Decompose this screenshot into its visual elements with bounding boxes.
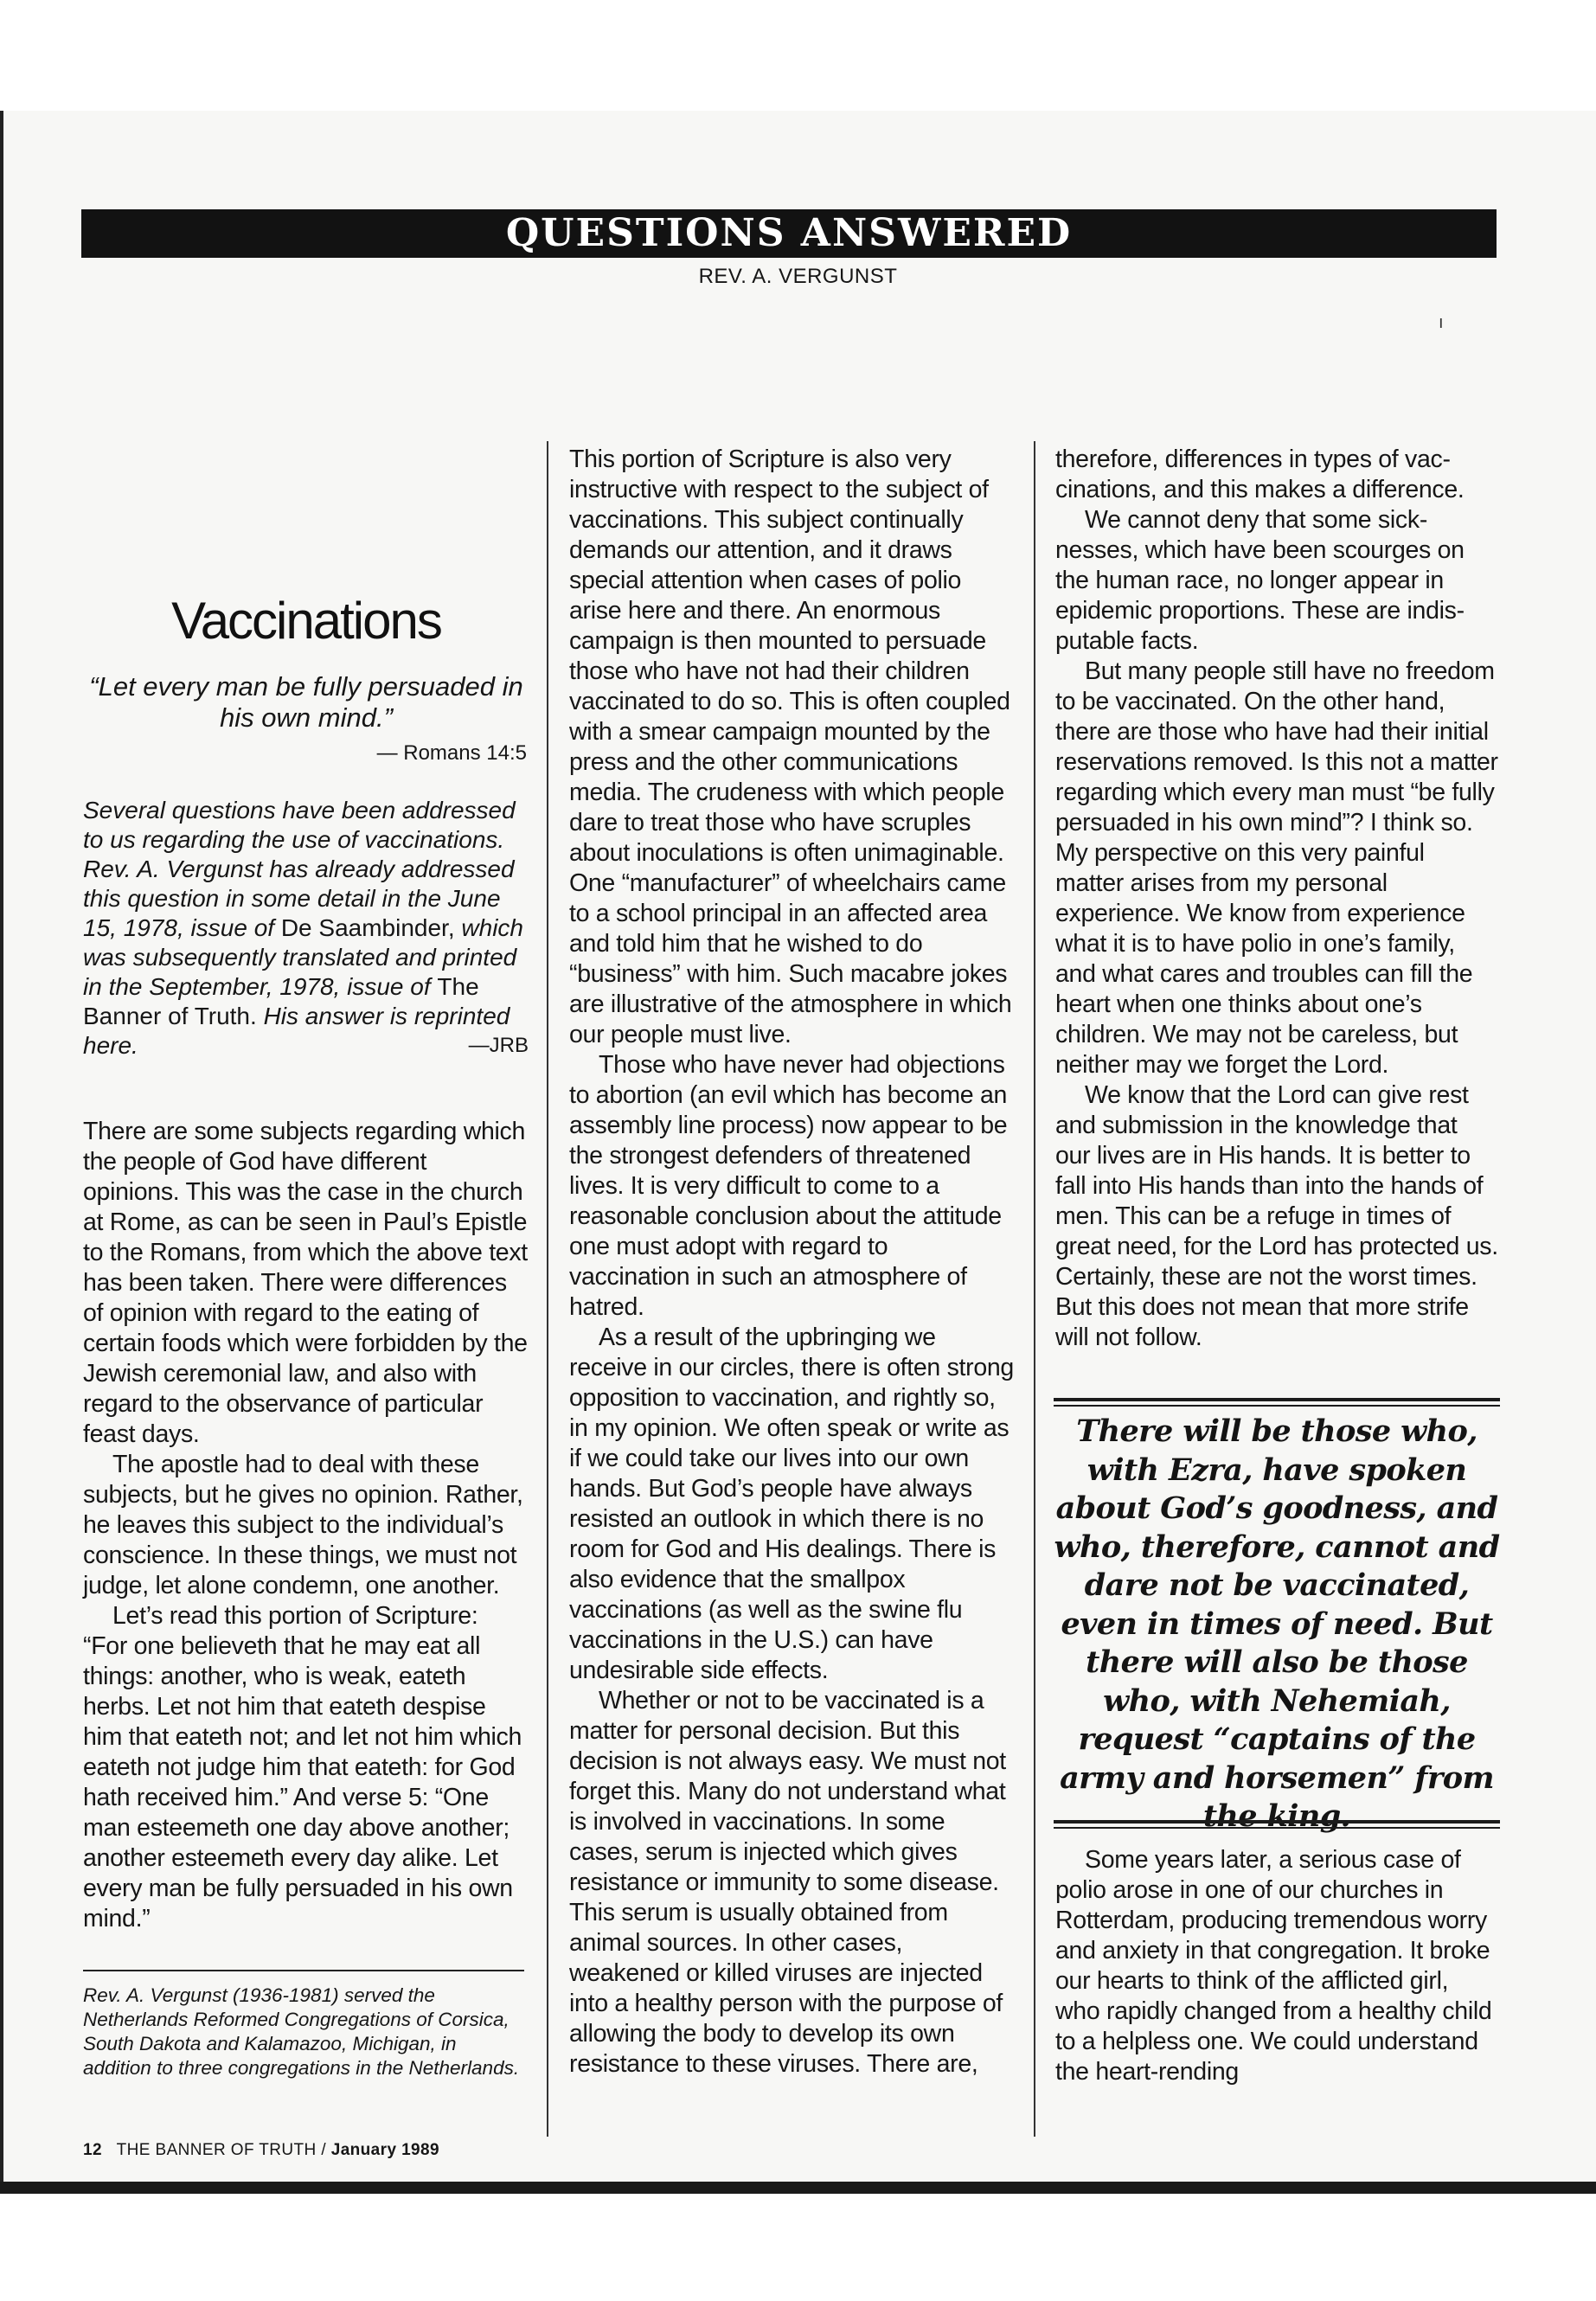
- pull-quote: There will be those who, with Ezra, have spoken about God’s goodness, and who, therefore, cannot and dare not be vaccinated, even in times of need. But there will also be those who, with Nehemiah, request “captains of the army and horsemen” from the king.: [1054, 1413, 1500, 1834]
- paragraph: But many people still have no freedom to be vaccinated. On the other hand, there are those who have had their initial reservations removed. Is this not a matter regarding which every man must “be fully persuaded in his own mind”? I think so. My perspective on this very painful matter arises from my personal experience. We know from experience what it is to have polio in one’s family, and what cares and troubles can fill the heart when one thinks about one’s children. We may not be careless, but neither may we forget the Lord.: [1055, 657, 1498, 1079]
- paragraph: Those who have never had objections to abortion (an evil which has become an assembly line process) now appear to be the strongest defenders of threatened lives. It is very difficult to come to a reasonable conclusion about the attitude one must adopt with regard to vaccination in such an atmosphere of hatred.: [569, 1051, 1008, 1321]
- paragraph: The apostle had to deal with these subjects, but he gives no opinion. Rather, he leaves this subject to the individual’s conscience. In these things, we must not judge, let alone condemn, one another.: [83, 1451, 523, 1599]
- paragraph: Whether or not to be vaccinated is a matter for personal decision. But this decision is not always easy. We must not forget this. Many do not understand what is involved in vaccinations. In some cases, serum is injected which gives resistance or immunity to some disease. This serum is usually obtained from animal sources. In other cases, weakened or killed viruses are injected into a healthy person with the purpose of allowing the body to develop its own resistance to these viruses. There are,: [569, 1687, 1006, 2078]
- page-edge-left: [0, 111, 3, 2192]
- column-rule-2: [1034, 441, 1035, 2137]
- page-folio: [83, 2141, 439, 2160]
- page-number: 12: [83, 2141, 102, 2159]
- footnote-rule: [83, 1970, 524, 1971]
- intro-text-a: Several questions have been addressed to us regarding the use of vaccinations. Rev. A. Vergunst has already addressed this question in some detail in the June 15, 1978, issue of: [83, 797, 516, 941]
- editor-intro: [83, 796, 529, 1061]
- editor-signature: —JRB: [468, 1034, 529, 1057]
- section-banner: QUESTIONS ANSWERED: [81, 209, 1497, 258]
- column-2-body: [569, 445, 1015, 2080]
- column-rule-1: [547, 441, 548, 2137]
- issue-date: January 1989: [330, 2141, 439, 2159]
- epigraph: “Let every man be fully persuaded in his own mind.”: [89, 671, 523, 733]
- column-1-body: [83, 1117, 529, 1934]
- pull-quote-rule-top: [1054, 1398, 1500, 1407]
- paragraph: There are some subjects regarding which the people of God have different opinions. This was the case in the church at Rome, as can be seen in Paul’s Epistle to the Romans, from which the above text has been taken. There were differences of opinion with regard to the eating of certain foods which were forbidden by the Jewish ceremonial law, and also with regard to the observance of particular feast days.: [83, 1118, 528, 1448]
- column-3-body-top: [1055, 445, 1498, 1353]
- page-edge-bottom: [0, 2182, 1596, 2194]
- stray-mark: ı: [1439, 313, 1444, 332]
- author-footnote: Rev. A. Vergunst (1936-1981) served the Netherlands Reformed Congregations of Corsica, South Dakota and Kalamazoo, Michigan, in addition to three congregations in the Netherlands.: [83, 1984, 520, 2079]
- publication-name: THE BANNER OF TRUTH /: [116, 2141, 327, 2159]
- paragraph: Let’s read this portion of Scripture: “For one believeth that he may eat all things: another, who is weak, eateth herbs. Let not him that eateth despise him that eateth not; and let not him which eateth not judge him that eateth: for God hath received him.” And verse 5: “One man esteemeth one day above another; another esteemeth every day alike. Let every man be fully persuaded in his own mind.”: [83, 1602, 522, 1932]
- paragraph: therefore, differences in types of vaccinations, and this makes a difference.: [1055, 445, 1465, 503]
- intro-text-b: which was subsequently translated and printed in the September, 1978, issue of: [83, 914, 523, 1000]
- paragraph: As a result of the upbringing we receive in our circles, there is often strong opposition to vaccination, and rightly so, in my opinion. We often speak or write as if we could take our lives into our own hands. But God’s people have always resisted an outlook in which there is no room for God and His dealings. There is also evidence that the smallpox vaccinations (as well as the swine flu vaccinations in the U.S.) can have undesirable side effects.: [569, 1324, 1014, 1684]
- intro-source-1: De Saambinder,: [280, 914, 455, 941]
- intro-text-c: His answer is reprinted here.: [83, 1003, 510, 1059]
- paragraph: We know that the Lord can give rest and submission in the knowledge that our lives are in His hands. It is better to fall into His hands than into the hands of men. This can be a refuge in times of great need, for the Lord has protected us. Certainly, these are not the worst times. But this does not mean that more strife will not follow.: [1055, 1081, 1498, 1351]
- epigraph-reference: — Romans 14:5: [376, 741, 527, 765]
- paragraph: This portion of Scripture is also very instructive with respect to the subject of vaccinations. This subject continually demands our attention, and it draws special attention when cases of polio arise here and there. An enormous campaign is then mounted to persuade those who have not had their children vaccinated to do so. This is often coupled with a smear campaign mounted by the press and the other communications media. The crudeness with which people dare to treat those who have scruples about inoculations is often unimaginable. One “manufacturer” of wheelchairs came to a school principal in an affected area and told him that he wished to do “business” with him. Such macabre jokes are illustrative of the atmosphere in which our people must live.: [569, 445, 1012, 1048]
- article-title: Vaccinations: [171, 592, 441, 650]
- column-3-body-bottom: [1055, 1845, 1498, 2087]
- paragraph: Some years later, a serious case of polio arose in one of our churches in Rotterdam, producing tremendous worry and anxiety in that congregation. It broke our hearts to think of the afflicted girl, who rapidly changed from a healthy child to a helpless one. We could understand the heart-rending: [1055, 1846, 1492, 2086]
- author-byline: REV. A. VERGUNST: [698, 265, 898, 288]
- pull-quote-rule-bottom: [1054, 1820, 1500, 1829]
- paragraph: We cannot deny that some sicknesses, which have been scourges on the human race, no longer appear in epidemic proportions. These are indisputable facts.: [1055, 506, 1465, 655]
- intro-source-2: The Banner of Truth.: [83, 973, 479, 1029]
